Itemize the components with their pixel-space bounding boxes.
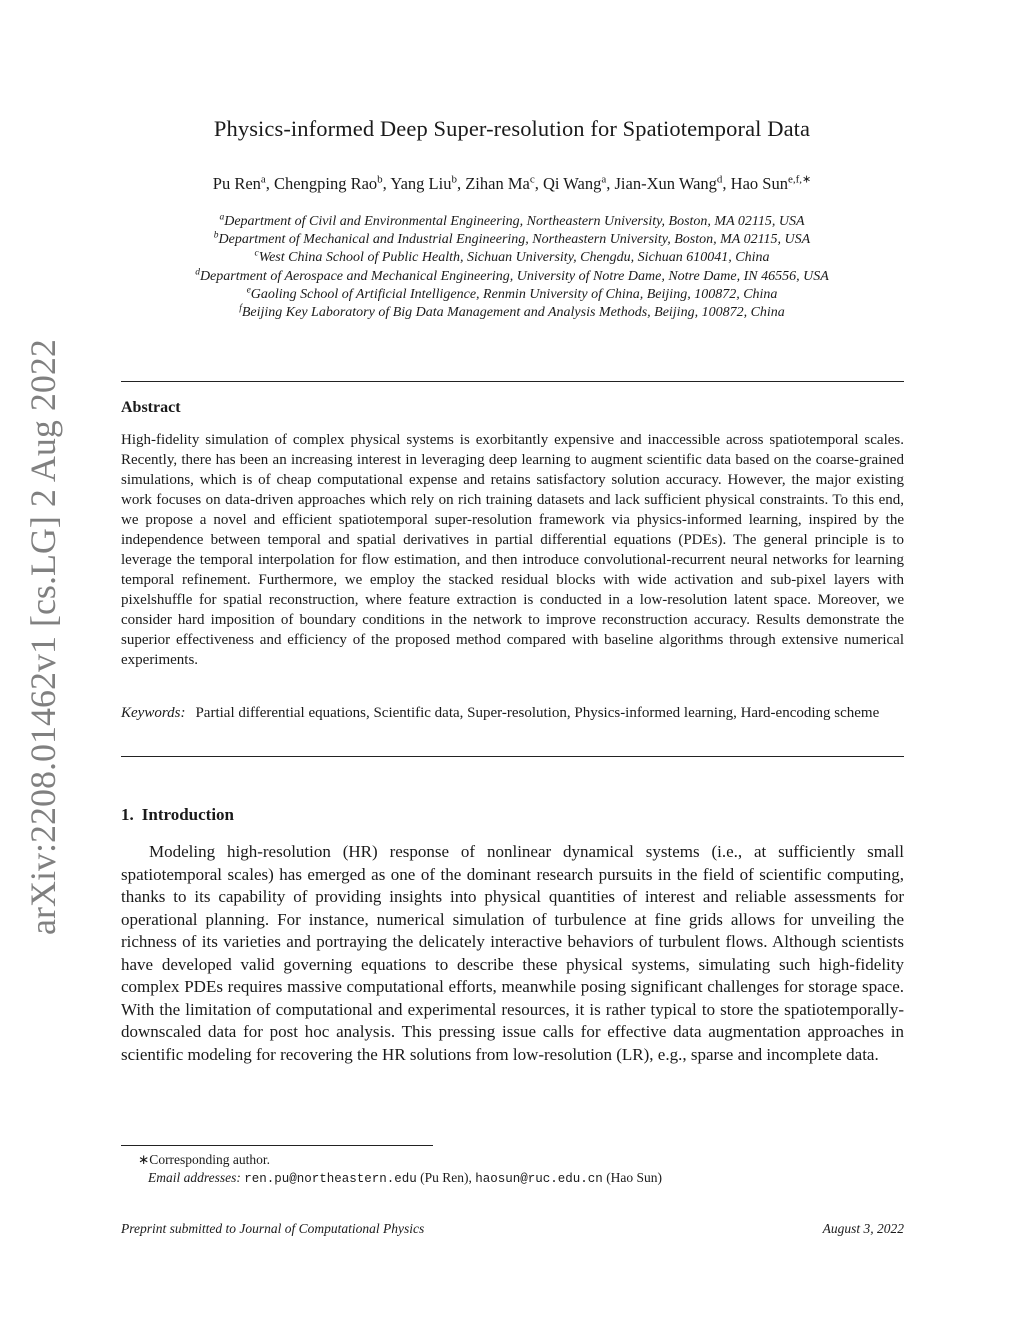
introduction-paragraph: Modeling high-resolution (HR) response of nonlinear dynamical systems (i.e., at sufficiently small spatiotemporal scales) has emerged as one of the dominant research pursuits in the field of scientific computing, thanks to its capability of providing insights into physical quantities of interest and reliable assessments for operational planning. For instance, numerical simulation of turbulence at fine grids allows for unveiling the richness of its varieties and portraying the delicately interactive behaviors of turbulent flows. Although scientists have developed valid governing equations to describe these physical systems, simulating such high-fidelity complex PDEs requires massive computational efforts, meanwhile posing significant challenges for storage space. With the limitation of computational and experimental resources, it is rather typical to store the spatiotemporally-downscaled data for post hoc analysis. This pressing issue calls for effective data augmentation approaches in scientific modeling for recovering the HR solutions from low-resolution (LR), e.g., sparse and incomplete data. <box>121 842 904 1064</box>
footnote <box>138 1151 662 1188</box>
author: Pu Ren$^a$ <box>212 173 266 193</box>
affiliation: $^e$Gaoling School of Artificial Intelligence, Renmin University of China, Beijing, 100872, China <box>246 285 778 302</box>
abstract-text: High-fidelity simulation of complex physical systems is exorbitantly expensive and inaccessible across spatiotemporal scales. Recently, there has been an increasing interest in leveraging deep learning to augment scientific data based on the coarse-grained simulations, which is of cheap computational expense and retains satisfactory solution accuracy. However, the major existing work focuses on data-driven approaches which rely on rich training datasets and lack sufficient physical constraints. To this end, we propose a novel and efficient spatiotemporal super-resolution framework via physics-informed learning, inspired by the independence between temporal and spatial derivatives in partial differential equations (PDEs). The general principle is to leverage the temporal interpolation for flow estimation, and then introduce convolutional-recurrent neural networks for learning temporal refinement. Furthermore, we employ the stacked residual blocks with wide activation and sub-pixel layers with pixelshuffle for spatial reconstruction, where feature extraction is conducted in a low-resolution latent space. Moreover, we consider hard imposition of boundary conditions in the network to improve reconstruction accuracy. Results demonstrate the superior effectiveness and efficiency of the proposed method compared with baseline algorithms through extensive numerical experiments. <box>121 432 904 668</box>
email-link[interactable]: ren.pu@northeastern.edu <box>244 1172 417 1186</box>
email-owner: (Pu Ren), <box>420 1170 472 1185</box>
affiliation: $^a$Department of Civil and Environmental Engineering, Northeastern University, Boston, MA 02115, USA <box>219 212 805 229</box>
affiliation: $^b$Department of Mechanical and Industrial Engineering, Northeastern University, Boston, MA 02115, USA <box>213 230 811 248</box>
keywords-text: Partial differential equations, Scientific data, Super-resolution, Physics-informed learning, Hard-encoding scheme <box>195 705 880 721</box>
corresponding-author-note: ∗Corresponding author. <box>138 1152 271 1167</box>
footer-date: August 3, 2022 <box>822 1221 904 1236</box>
affiliation-list <box>0 213 1024 322</box>
author: Jian-Xun Wang$^d$ <box>614 173 723 193</box>
keywords-label: Keywords: <box>121 705 186 721</box>
footnote-divider <box>121 1145 433 1146</box>
section-title: Introduction <box>141 805 235 824</box>
arxiv-identifier-stamp: arXiv:2208.01462v1 [cs.LG] 2 Aug 2022 <box>23 339 63 935</box>
abstract-heading: Abstract <box>121 399 181 416</box>
keywords <box>121 703 904 723</box>
author: Zihan Ma$^c$ <box>465 173 535 193</box>
top-divider <box>121 381 904 382</box>
email-addresses <box>138 1169 662 1188</box>
footer-journal: Preprint submitted to Journal of Computational Physics <box>121 1221 425 1236</box>
paper-title: Physics-informed Deep Super-resolution for Spatiotemporal Data <box>213 116 811 141</box>
email-label: Email addresses: <box>148 1170 241 1185</box>
author: Yang Liu$^b$ <box>390 173 457 193</box>
section-heading-introduction <box>121 805 234 825</box>
email-owner: (Hao Sun) <box>606 1170 663 1185</box>
affiliation: $^d$Department of Aerospace and Mechanical Engineering, University of Notre Dame, Notre Dame, IN 46556, USA <box>195 266 829 284</box>
affiliation: $^f$Beijing Key Laboratory of Big Data Management and Analysis Methods, Beijing, 100872, China <box>239 303 785 321</box>
author: Qi Wang$^a$ <box>542 173 607 193</box>
bottom-divider <box>121 756 904 757</box>
author-list: Pu Ren$^a$, Chengping Rao$^b$, Yang Liu$^b$, Zihan Ma$^c$, Qi Wang$^a$, Jian-Xun Wang$^d$, Hao Sun$^{e,f,∗}$ <box>212 173 812 193</box>
email-link[interactable]: haosun@ruc.edu.cn <box>475 1172 603 1186</box>
author: Hao Sun$^{e,f,∗}$ <box>730 173 812 193</box>
author: Chengping Rao$^b$ <box>274 173 383 193</box>
affiliation: $^c$West China School of Public Health, Sichuan University, Chengdu, Sichuan 610041, China <box>254 248 770 266</box>
section-number: 1. <box>121 805 134 824</box>
